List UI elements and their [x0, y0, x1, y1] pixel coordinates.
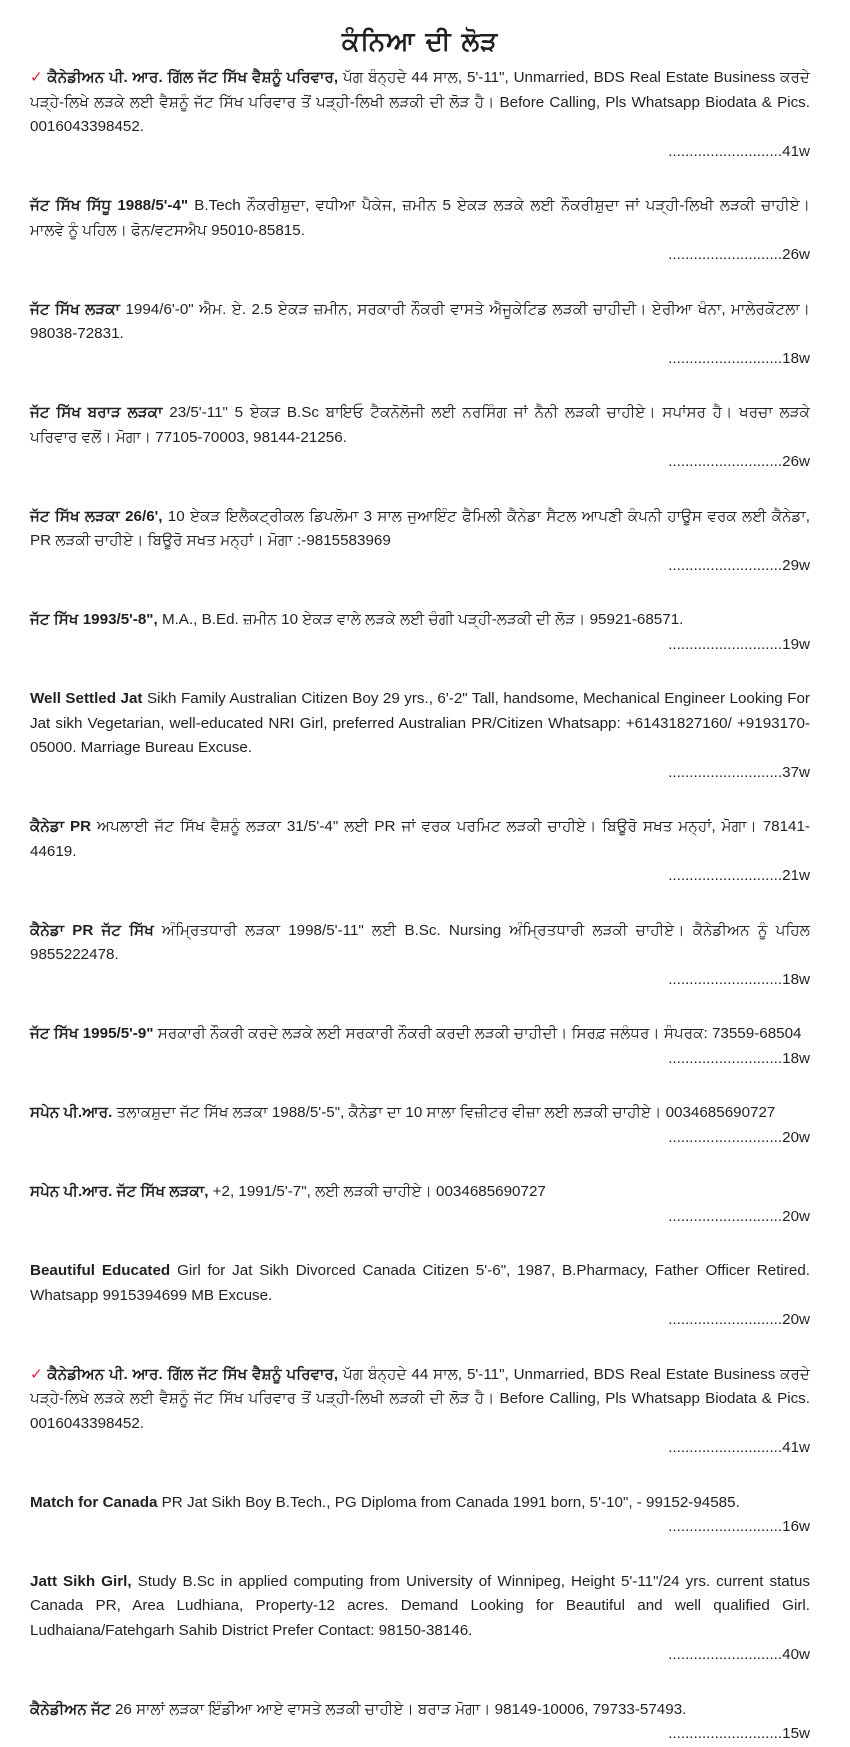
ad-lead: ਕੈਨੇਡੀਅਨ ਜੱਟ [30, 1700, 111, 1718]
ad-word-count: 18w [782, 970, 810, 988]
ad-text: Sikh Family Australian Citizen Boy 29 yrs., 6'-2" Tall, handsome, Mechanical Engineer Looking For Jat sikh Vegetarian, well-educated NRI Girl, preferred Australian PR/Citizen Whatsapp: +61431827160/ +9193170-05000. Marriage Bureau Excuse. [30, 690, 810, 756]
ad-word-count: 16w [782, 1518, 810, 1535]
ad-code-line [30, 1126, 810, 1151]
matrimonial-ad [30, 687, 810, 785]
ad-word-count: 21w [782, 867, 810, 884]
matrimonial-ad [30, 1259, 810, 1333]
ad-lead: ਸਪੇਨ ਪੀ.ਆਰ. ਜੱਟ ਸਿੱਖ ਲੜਕਾ, [30, 1183, 209, 1200]
ad-code-line [30, 1643, 810, 1668]
ad-word-count: 26w [782, 246, 810, 263]
leader-dots: ........................... [668, 1128, 783, 1146]
check-icon: ✓ [30, 69, 44, 86]
ad-text: Study B.Sc in applied computing from University of Winnipeg, Height 5'-11"/24 yrs. current status Canada PR, Area Ludhiana, Property-12 acres. Demand Looking for Beautiful and well qualified Girl. Ludhaiana/Fatehgarh Sahib District Prefer Contact: 98150-38146. [30, 1572, 811, 1639]
ad-text: 1994/6'-0" ਐਮ. ਏ. 2.5 ਏਕੜ ਜ਼ਮੀਨ, ਸਰਕਾਰੀ ਨੌਕਰੀ ਵਾਸਤੇ ਐਜੂਕੇਟਿਡ ਲੜਕੀ ਚਾਹੀਦੀ। ਏਰੀਆ ਖੰਨਾ, ਮਾਲੇਰਕੋਟਲਾ। 98038-72831. [30, 300, 810, 342]
page-title: ਕੰਨਿਆ ਦੀ ਲੋੜ [341, 27, 499, 57]
ad-text: B.Tech ਨੌਕਰੀਸ਼ੁਦਾ, ਵਧੀਆ ਪੈਕੇਜ, ਜ਼ਮੀਨ 5 ਏਕੜ ਲੜਕੇ ਲਈ ਨੌਕਰੀਸ਼ੁਦਾ ਜਾਂ ਪੜ੍ਹੀ-ਲਿਖੀ ਲੜਕੀ ਚਾਹੀਏ। ਮਾਲਵੇ ਨੂੰ ਪਹਿਲ। ਫੋਨ/ਵਟਸਐਪ 95010-85815. [30, 197, 810, 239]
ad-text: ਪੱਗ ਬੰਨ੍ਹਦੇ 44 ਸਾਲ, 5'-11", Unmarried, BDS Real Estate Business ਕਰਦੇ ਪੜ੍ਹੇ-ਲਿਖੇ ਲੜਕੇ ਲਈ ਵੈਸ਼ਨੂੰ ਜੱਟ ਸਿੱਖ ਪਰਿਵਾਰ ਤੋਂ ਪੜ੍ਹੀ-ਲਿਖੀ ਲੜਕੀ ਦੀ ਲੋੜ ਹੈ। Before Calling, Pls Whatsapp Biodata & Pics. 0016043398452. [30, 69, 810, 135]
ad-lead: ਜੱਟ ਸਿੱਖ 1995/5'-9" [30, 1025, 154, 1042]
ad-code-line [30, 554, 810, 579]
leader-dots: ........................... [668, 1518, 783, 1535]
ad-word-count: 40w [782, 1646, 810, 1663]
ad-text: 23/5'-11" 5 ਏਕੜ B.Sc ਬਾਇਓ ਟੈਕਨੋਲੋਜੀ ਲਈ ਨਰਸਿੰਗ ਜਾਂ ਨੈਨੀ ਲੜਕੀ ਚਾਹੀਏ। ਸਪਾਂਸਰ ਹੈ। ਖਰਚਾ ਲੜਕੇ ਪਰਿਵਾਰ ਵਲੋਂ। ਮੋਗਾ। 77105-70003, 98144-21256. [30, 404, 810, 446]
matrimonial-ad [30, 66, 810, 164]
ad-text: ਪੱਗ ਬੰਨ੍ਹਦੇ 44 ਸਾਲ, 5'-11", Unmarried, BDS Real Estate Business ਕਰਦੇ ਪੜ੍ਹੇ-ਲਿਖੇ ਲੜਕੇ ਲਈ ਵੈਸ਼ਨੂੰ ਜੱਟ ਸਿੱਖ ਪਰਿਵਾਰ ਤੋਂ ਪੜ੍ਹੀ-ਲਿਖੀ ਲੜਕੀ ਦੀ ਲੋੜ ਹੈ। Before Calling, Pls Whatsapp Biodata & Pics. 0016043398452. [30, 1365, 810, 1432]
check-icon: ✓ [30, 1365, 44, 1383]
ad-word-count: 41w [782, 142, 810, 160]
leader-dots: ........................... [668, 1725, 783, 1742]
ad-lead: ਕੈਨੇਡਾ PR [30, 818, 92, 835]
ad-text: ਸਰਕਾਰੀ ਨੌਕਰੀ ਕਰਦੇ ਲੜਕੇ ਲਈ ਸਰਕਾਰੀ ਨੌਕਰੀ ਕਰਦੀ ਲੜਕੀ ਚਾਹੀਦੀ। ਸਿਰਫ਼ ਜਲੰਧਰ। ਸੰਪਰਕ: 73559-68504 [153, 1025, 802, 1042]
ad-text: ਅਪਲਾਈ ਜੱਟ ਸਿੱਖ ਵੈਸ਼ਨੂੰ ਲੜਕਾ 31/5'-4" ਲਈ PR ਜਾਂ ਵਰਕ ਪਰਮਿਟ ਲੜਕੀ ਚਾਹੀਏ। ਬਿਊਰੋ ਸਖਤ ਮਨ੍ਹਾਂ, ਮੋਗਾ। 78141-44619. [30, 818, 810, 860]
leader-dots: ........................... [668, 453, 783, 470]
matrimonial-ad [30, 505, 810, 579]
ad-code-line [30, 1515, 810, 1540]
ad-word-count: 41w [782, 1439, 810, 1456]
ad-text: ਤਲਾਕਸ਼ੁਦਾ ਜੱਟ ਸਿੱਖ ਲੜਕਾ 1988/5'-5", ਕੈਨੇਡਾ ਦਾ 10 ਸਾਲਾ ਵਿਜ਼ੀਟਰ ਵੀਜ਼ਾ ਲਈ ਲੜਕੀ ਚਾਹੀਏ। 0034685690727 [112, 1104, 776, 1121]
ad-code-line [30, 968, 810, 993]
ad-word-count: 26w [782, 453, 810, 470]
ad-lead: Jatt Sikh Girl, [30, 1572, 132, 1590]
matrimonial-ad [30, 1022, 810, 1071]
leader-dots: ........................... [668, 1207, 783, 1225]
ad-word-count: 19w [782, 635, 810, 653]
leader-dots: ........................... [668, 1646, 783, 1663]
ad-code-line [30, 864, 810, 889]
ad-code-line [30, 243, 810, 268]
ad-lead: ਸਪੇਨ ਪੀ.ਆਰ. [30, 1104, 113, 1121]
ad-code-line [30, 450, 810, 475]
ad-text: 26 ਸਾਲਾਂ ਲੜਕਾ ਇੰਡੀਆ ਆਏ ਵਾਸਤੇ ਲੜਕੀ ਚਾਹੀਏ। ਬਰਾੜ ਮੋਗਾ। 98149-10006, 79733-57493. [110, 1700, 687, 1718]
leader-dots: ........................... [668, 142, 783, 160]
matrimonial-ad [30, 1570, 810, 1668]
ad-code-line [30, 1308, 810, 1333]
leader-dots: ........................... [668, 763, 783, 781]
leader-dots: ........................... [668, 349, 783, 367]
ad-word-count: 18w [782, 349, 810, 367]
leader-dots: ........................... [668, 246, 783, 263]
ad-lead: Well Settled Jat [30, 690, 143, 707]
matrimonial-ad [30, 194, 810, 268]
leader-dots: ........................... [668, 1311, 783, 1328]
ad-lead: ਜੱਟ ਸਿੱਖ ਲੜਕਾ 26/6', [30, 507, 163, 525]
matrimonial-ad [30, 608, 810, 657]
leader-dots: ........................... [668, 970, 783, 988]
ad-code-line [30, 1436, 810, 1461]
ad-lead: ਕੈਨੇਡੀਅਨ ਪੀ. ਆਰ. ਗਿੱਲ ਜੱਟ ਸਿੱਖ ਵੈਸ਼ਨੂੰ ਪਰਿਵਾਰ, [47, 1365, 339, 1383]
matrimonial-ad [30, 1101, 810, 1150]
leader-dots: ........................... [668, 1439, 783, 1456]
ad-lead: ਜੱਟ ਸਿੱਖ ਬਰਾੜ ਲੜਕਾ [30, 404, 163, 421]
ad-text: 10 ਏਕੜ ਇਲੈਕਟ੍ਰੀਕਲ ਡਿਪਲੋਮਾ 3 ਸਾਲ ਜੁਆਇੰਟ ਫੈਮਿਲੀ ਕੈਨੇਡਾ ਸੈਟਲ ਆਪਣੀ ਕੰਪਨੀ ਹਾਊਸ ਵਰਕ ਲਈ ਕੈਨੇਡਾ, PR ਲੜਕੀ ਚਾਹੀਏ। ਬਿਊਰੋ ਸਖਤ ਮਨ੍ਹਾਂ। ਮੋਗਾ :-9815583969 [30, 507, 810, 549]
ad-lead: Match for Canada [30, 1493, 158, 1511]
ad-code-line [30, 1047, 810, 1072]
ad-text: ਅੰਮ੍ਰਿਤਧਾਰੀ ਲੜਕਾ 1998/5'-11" ਲਈ B.Sc. Nursing ਅੰਮ੍ਰਿਤਧਾਰੀ ਲੜਕੀ ਚਾਹੀਏ। ਕੈਨੇਡੀਅਨ ਨੂੰ ਪਹਿਲ 9855222478. [30, 921, 811, 963]
ad-word-count: 37w [782, 763, 810, 781]
ad-text: PR Jat Sikh Boy B.Tech., PG Diploma from Canada 1991 born, 5'-10", - 99152-94585. [157, 1493, 740, 1511]
leader-dots: ........................... [668, 635, 783, 653]
ad-lead: ਕੈਨੇਡੀਅਨ ਪੀ. ਆਰ. ਗਿੱਲ ਜੱਟ ਸਿੱਖ ਵੈਸ਼ਨੂੰ ਪਰਿਵਾਰ, [47, 69, 339, 86]
matrimonial-ad [30, 815, 810, 889]
ad-word-count: 20w [782, 1207, 810, 1225]
leader-dots: ........................... [668, 1049, 783, 1067]
ad-text: M.A., B.Ed. ਜ਼ਮੀਨ 10 ਏਕੜ ਵਾਲੇ ਲੜਕੇ ਲਈ ਚੰਗੀ ਪੜ੍ਹੀ-ਲੜਕੀ ਦੀ ਲੋੜ। 95921-68571. [157, 611, 684, 628]
ad-word-count: 15w [782, 1725, 810, 1742]
matrimonial-ad [30, 1180, 810, 1229]
ad-lead: ਕੈਨੇਡਾ PR ਜੱਟ ਸਿੱਖ [30, 921, 154, 939]
ad-code-line [30, 347, 810, 372]
ad-text: Girl for Jat Sikh Divorced Canada Citizen 5'-6", 1987, B.Pharmacy, Father Officer Retired. Whatsapp 9915394699 MB Excuse. [30, 1262, 810, 1304]
ad-code-line [30, 1205, 810, 1230]
ad-code-line [30, 140, 810, 165]
matrimonial-ad [30, 1363, 810, 1461]
ad-word-count: 20w [782, 1128, 810, 1146]
ad-code-line [30, 761, 810, 786]
ad-word-count: 20w [782, 1311, 810, 1328]
ads-list [30, 66, 810, 1747]
leader-dots: ........................... [668, 556, 783, 574]
matrimonial-ad [30, 401, 810, 475]
matrimonial-ad [30, 919, 810, 993]
matrimonial-ad [30, 298, 810, 372]
ad-text: +2, 1991/5'-7", ਲਈ ਲੜਕੀ ਚਾਹੀਏ। 0034685690727 [208, 1183, 546, 1200]
matrimonial-ad [30, 1698, 810, 1747]
ad-word-count: 29w [782, 556, 810, 574]
ad-lead: Beautiful Educated [30, 1262, 171, 1279]
ad-lead: ਜੱਟ ਸਿੱਖ ਲੜਕਾ [30, 300, 121, 318]
ad-lead: ਜੱਟ ਸਿੱਖ 1993/5'-8", [30, 611, 158, 628]
ad-word-count: 18w [782, 1049, 810, 1067]
matrimonial-ad [30, 1491, 810, 1540]
ad-lead: ਜੱਟ ਸਿੱਖ ਸਿੱਧੂ 1988/5'-4" [30, 197, 189, 214]
ad-code-line [30, 633, 810, 658]
ad-code-line [30, 1722, 810, 1747]
leader-dots: ........................... [668, 867, 783, 884]
